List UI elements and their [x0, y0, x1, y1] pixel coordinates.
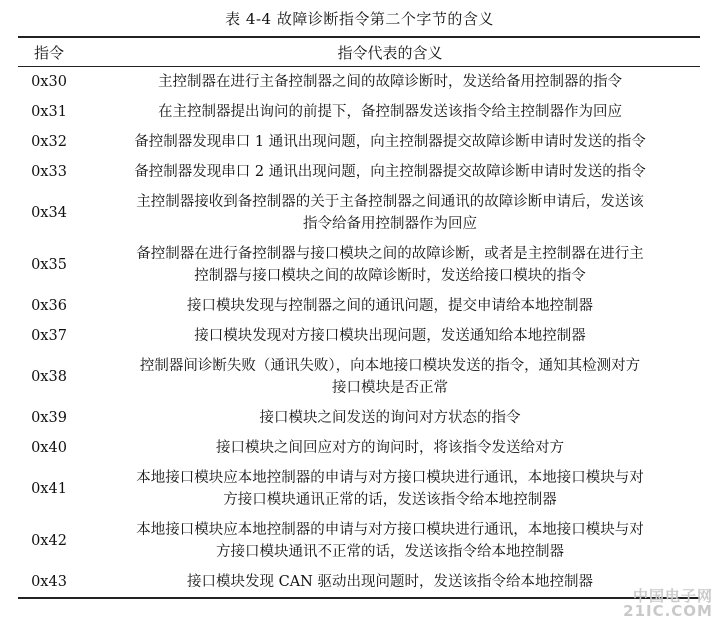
- watermark-line-2: 21IC.COM: [623, 602, 713, 620]
- instruction-meaning: [80, 67, 700, 98]
- header-code: 指令: [18, 37, 80, 67]
- table-row: [18, 127, 700, 157]
- instruction-code: 0x42: [31, 533, 67, 549]
- instruction-meaning: [80, 321, 700, 351]
- instruction-meaning: [80, 351, 700, 403]
- meaning-line: 接口模块之间回应对方的询问时，将该指令发送给对方: [216, 440, 564, 456]
- instruction-meaning: [80, 463, 700, 515]
- meaning-line: 本地接口模块应本地控制器的申请与对方接口模块进行通讯，本地接口模块与对: [136, 470, 644, 486]
- meaning-line: 接口模块发现与控制器之间的通讯问题，提交申请给本地控制器: [187, 298, 593, 314]
- instruction-code: 0x41: [31, 481, 67, 497]
- table-row: [18, 157, 700, 187]
- meaning-line: 指令给备用控制器作为回应: [303, 216, 477, 232]
- meaning-line: 接口模块发现对方接口模块出现问题，发送通知给本地控制器: [194, 328, 586, 344]
- meaning-line: 主控制器接收到备控制器的关于主备控制器之间通讯的故障诊断申请后，发送该: [136, 194, 644, 210]
- instruction-code: 0x32: [31, 134, 67, 150]
- instruction-code: 0x38: [31, 369, 67, 385]
- meaning-line: 接口模块之间发送的询问对方状态的指令: [259, 410, 521, 426]
- instruction-meaning: [80, 157, 700, 187]
- header-meaning: 指令代表的含义: [80, 37, 700, 67]
- instruction-code: 0x36: [31, 298, 67, 314]
- meaning-line: 控制器间诊断失败（通讯失败），向本地接口模块发送的指令，通知其检测对方: [139, 358, 641, 374]
- meaning-line: 本地接口模块应本地控制器的申请与对方接口模块进行通讯，本地接口模块与对: [136, 522, 644, 538]
- watermark-line-1: 中国电子网: [632, 587, 713, 605]
- instruction-code: 0x33: [31, 164, 67, 180]
- instruction-meaning: [80, 239, 700, 291]
- instruction-meaning: [80, 97, 700, 127]
- instruction-table: [18, 36, 700, 599]
- instruction-meaning: [80, 403, 700, 433]
- instruction-meaning: [80, 127, 700, 157]
- instruction-code: 0x39: [31, 410, 67, 426]
- meaning-line: 接口模块是否正常: [332, 380, 448, 396]
- watermark: [623, 589, 713, 619]
- meaning-line: 方接口模块通讯正常的话，发送该指令给本地控制器: [223, 492, 557, 508]
- table-row: [18, 515, 700, 567]
- meaning-line: 备控制器在进行备控制器与接口模块之间的故障诊断，或者是主控制器在进行主: [136, 246, 644, 262]
- meaning-line: 备控制器发现串口 1 通讯出现问题，向主控制器提交故障诊断申请时发送的指令: [134, 134, 646, 150]
- table-row: [18, 351, 700, 403]
- meaning-line: 备控制器发现串口 2 通讯出现问题，向主控制器提交故障诊断申请时发送的指令: [134, 164, 646, 180]
- instruction-meaning: [80, 187, 700, 239]
- instruction-code: 0x37: [31, 328, 67, 344]
- instruction-code: 0x30: [31, 74, 67, 90]
- table-row: [18, 403, 700, 433]
- table-row: [18, 239, 700, 291]
- instruction-meaning: [80, 291, 700, 321]
- table-header-row: [18, 37, 700, 67]
- table-row: [18, 97, 700, 127]
- meaning-line: 在主控制器提出询问的前提下，备控制器发送该指令给主控制器作为回应: [158, 104, 622, 120]
- instruction-code: 0x43: [18, 567, 80, 598]
- instruction-meaning: [80, 515, 700, 567]
- table-row: [18, 187, 700, 239]
- instruction-code: 0x34: [31, 205, 67, 221]
- meaning-line: 主控制器在进行主备控制器之间的故障诊断时，发送给备用控制器的指令: [158, 74, 622, 90]
- table-caption: 表 4-4 故障诊断指令第二个字节的含义: [225, 10, 494, 28]
- table-body: [18, 67, 700, 599]
- instruction-code: 0x40: [31, 440, 67, 456]
- table-row: [18, 67, 700, 98]
- meaning-line: 接口模块发现 CAN 驱动出现问题时，发送该指令给本地控制器: [187, 574, 593, 590]
- meaning-line: 方接口模块通讯不正常的话，发送该指令给本地控制器: [216, 544, 564, 560]
- table-row: [18, 433, 700, 463]
- meaning-line: 控制器与接口模块之间的故障诊断时，发送给接口模块的指令: [194, 268, 586, 284]
- instruction-meaning: [80, 567, 700, 598]
- instruction-code: 0x35: [31, 257, 67, 273]
- table-row: [18, 567, 700, 598]
- table-row: [18, 321, 700, 351]
- table-row: [18, 463, 700, 515]
- table-row: [18, 291, 700, 321]
- instruction-meaning: [80, 433, 700, 463]
- instruction-code: 0x31: [31, 104, 67, 120]
